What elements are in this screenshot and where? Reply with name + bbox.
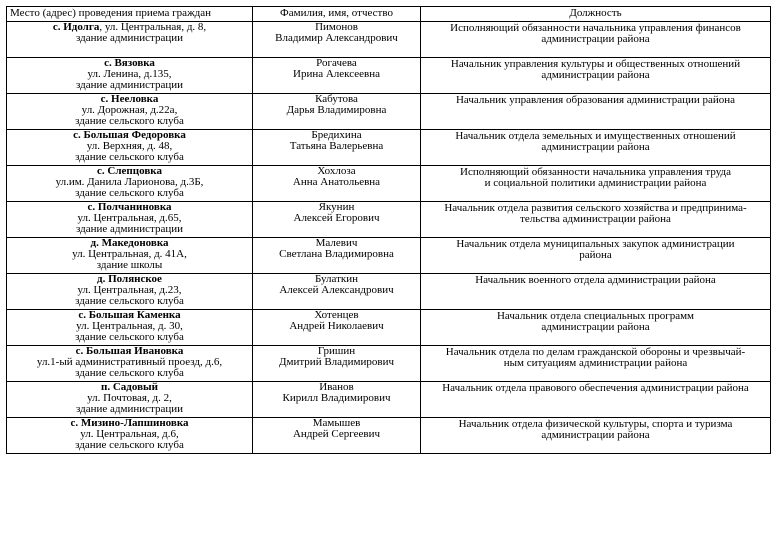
position-cell bbox=[421, 382, 771, 418]
position-cell bbox=[421, 310, 771, 346]
position-line-1: Начальник отдела физической культуры, спорта и туризма bbox=[458, 418, 733, 430]
place-cell bbox=[7, 346, 253, 382]
person-cell bbox=[253, 418, 421, 454]
building-text: здание сельского клуба bbox=[75, 439, 184, 452]
table-row bbox=[7, 22, 771, 58]
person-cell bbox=[253, 346, 421, 382]
reception-table bbox=[6, 6, 771, 454]
position-line-1: Начальник отдела муниципальных закупок администрации bbox=[456, 238, 735, 250]
address-text: ул. Центральная, д.65, bbox=[77, 212, 182, 225]
person-given-names: Владимир Александрович bbox=[275, 32, 398, 45]
village-name: п. Садовый bbox=[101, 381, 158, 393]
position-cell bbox=[421, 346, 771, 382]
position-line-1: Начальник отдела правового обеспечения администрации района bbox=[442, 382, 749, 394]
table-row bbox=[7, 94, 771, 130]
person-cell bbox=[253, 166, 421, 202]
person-surname: Якунин bbox=[318, 201, 355, 213]
building-text: здание администрации bbox=[76, 403, 183, 416]
address-text: ул. Верхняя, д. 48, bbox=[86, 140, 173, 153]
position-cell bbox=[421, 94, 771, 130]
position-cell bbox=[421, 238, 771, 274]
position-line-1: Начальник отдела развития сельского хозяйства и предпринима- bbox=[444, 202, 747, 214]
person-surname: Рогачева bbox=[316, 57, 357, 69]
position-line-2: и социальной политики администрации района bbox=[484, 177, 707, 190]
header-place: Место (адрес) проведения приема граждан bbox=[7, 7, 253, 22]
person-surname: Хотенцев bbox=[314, 309, 359, 321]
position-line-2: администрации района bbox=[541, 141, 650, 154]
building-text: здание сельского клуба bbox=[75, 295, 184, 308]
position-cell bbox=[421, 130, 771, 166]
place-cell bbox=[7, 166, 253, 202]
person-cell bbox=[253, 310, 421, 346]
table-header-row bbox=[7, 7, 771, 22]
position-line-1: Начальник управления культуры и общественных отношений bbox=[450, 58, 741, 70]
building-text: здание сельского клуба bbox=[75, 187, 184, 200]
building-text: здание сельского клуба bbox=[75, 331, 184, 344]
header-person: Фамилия, имя, отчество bbox=[253, 7, 421, 22]
position-cell bbox=[421, 418, 771, 454]
person-given-names: Дмитрий Владимирович bbox=[279, 356, 394, 369]
address-text: ул. Центральная, д.6, bbox=[80, 428, 179, 441]
person-given-names: Светлана Владимировна bbox=[279, 248, 394, 261]
person-given-names: Ирина Алексеевна bbox=[293, 68, 380, 81]
person-given-names: Андрей Сергеевич bbox=[292, 428, 381, 441]
person-surname: Иванов bbox=[319, 381, 354, 393]
person-given-names: Дарья Владимировна bbox=[286, 104, 387, 117]
address-text: ул. Ленина, д.135, bbox=[87, 68, 172, 81]
building-text: здание сельского клуба bbox=[75, 367, 184, 380]
position-line-1: Начальник военного отдела администрации района bbox=[475, 274, 716, 286]
position-line-1: Начальник отдела земельных и имущественных отношений bbox=[455, 130, 736, 142]
person-given-names: Кирилл Владимирович bbox=[282, 392, 391, 405]
position-line-1: Начальник отдела специальных программ bbox=[496, 310, 695, 322]
table-row bbox=[7, 130, 771, 166]
village-name: д. Полянское bbox=[97, 273, 162, 285]
person-surname: Булаткин bbox=[314, 273, 359, 285]
village-name: с. Большая Федоровка bbox=[73, 129, 186, 141]
building-text: здание сельского клуба bbox=[75, 115, 184, 128]
place-cell bbox=[7, 274, 253, 310]
position-line-2: администрации района bbox=[541, 69, 650, 82]
table-row bbox=[7, 202, 771, 238]
reception-schedule-document bbox=[6, 6, 770, 454]
person-given-names: Татьяна Валерьевна bbox=[289, 140, 384, 153]
village-name: с. Большая Каменка bbox=[78, 309, 181, 321]
person-given-names: Алексей Александрович bbox=[279, 284, 394, 297]
table-row bbox=[7, 58, 771, 94]
person-surname: Гришин bbox=[317, 345, 356, 357]
position-line-1: Исполняющий обязанности начальника управления финансов bbox=[450, 22, 741, 34]
place-cell bbox=[7, 22, 253, 58]
address-text: ул. Центральная, д. 41А, bbox=[72, 248, 187, 261]
place-cell bbox=[7, 382, 253, 418]
table-row bbox=[7, 418, 771, 454]
building-text: здание сельского клуба bbox=[75, 151, 184, 164]
position-line-1: Исполняющий обязанности начальника управления труда bbox=[460, 166, 731, 178]
building-text: здание администрации bbox=[76, 223, 183, 236]
address-text: ул. Центральная, д. 30, bbox=[76, 320, 183, 333]
position-line-2: района bbox=[579, 249, 612, 262]
position-line-2: тельства администрации района bbox=[520, 213, 671, 226]
person-surname: Мамышев bbox=[312, 417, 361, 429]
person-surname: Малевич bbox=[315, 237, 358, 249]
person-surname: Пимонов bbox=[315, 21, 358, 33]
address-text: ул. Почтовая, д. 2, bbox=[87, 392, 172, 405]
position-line-2: ным ситуациям администрации района bbox=[503, 357, 688, 370]
position-line-2: администрации района bbox=[541, 429, 650, 442]
position-cell bbox=[421, 166, 771, 202]
position-cell bbox=[421, 58, 771, 94]
person-cell bbox=[253, 238, 421, 274]
position-cell bbox=[421, 202, 771, 238]
building-text: здание администрации bbox=[76, 79, 183, 92]
person-cell bbox=[253, 58, 421, 94]
place-cell bbox=[7, 130, 253, 166]
table-row bbox=[7, 274, 771, 310]
position-line-1: Начальник управления образования администрации района bbox=[455, 94, 736, 106]
header-position: Должность bbox=[421, 7, 771, 22]
village-name: с. Идолга bbox=[52, 21, 100, 33]
address-text: ул.1-ый административный проезд, д.6, bbox=[36, 356, 223, 369]
village-name: с. Слепцовка bbox=[97, 165, 162, 177]
building-text: здание школы bbox=[96, 259, 163, 272]
address-text: , ул. Центральная, д. 8, bbox=[99, 21, 207, 33]
address-text: ул. Дорожная, д.22а, bbox=[81, 104, 178, 117]
village-name: с. Мизино-Лапшиновка bbox=[70, 417, 189, 429]
place-cell bbox=[7, 202, 253, 238]
person-cell bbox=[253, 202, 421, 238]
position-line-2: администрации района bbox=[541, 321, 650, 334]
place-cell bbox=[7, 310, 253, 346]
village-name: с. Полчаниновка bbox=[87, 201, 172, 213]
person-given-names: Алексей Егорович bbox=[293, 212, 380, 225]
table-row bbox=[7, 238, 771, 274]
address-text: ул.им. Данила Ларионова, д.3Б, bbox=[55, 176, 204, 189]
table-row bbox=[7, 346, 771, 382]
person-surname: Хохлоза bbox=[317, 165, 356, 177]
person-given-names: Анна Анатольевна bbox=[292, 176, 381, 189]
village-name: с. Нееловка bbox=[100, 93, 159, 105]
person-cell bbox=[253, 22, 421, 58]
place-cell bbox=[7, 94, 253, 130]
village-name: д. Македоновка bbox=[90, 237, 169, 249]
table-row bbox=[7, 310, 771, 346]
building-text: здание администрации bbox=[76, 32, 183, 45]
place-cell bbox=[7, 238, 253, 274]
person-cell bbox=[253, 382, 421, 418]
position-cell bbox=[421, 22, 771, 58]
table-row bbox=[7, 166, 771, 202]
person-surname: Бредихина bbox=[311, 129, 362, 141]
village-name: с. Вязовка bbox=[104, 57, 155, 69]
person-surname: Кабутова bbox=[315, 93, 358, 105]
position-line-1: Начальник отдела по делам гражданской обороны и чрезвычай- bbox=[445, 346, 746, 358]
place-cell bbox=[7, 418, 253, 454]
person-given-names: Андрей Николаевич bbox=[289, 320, 384, 333]
table-row bbox=[7, 382, 771, 418]
person-cell bbox=[253, 274, 421, 310]
address-text: ул. Центральная, д.23, bbox=[77, 284, 182, 297]
village-name: с. Большая Ивановка bbox=[75, 345, 184, 357]
place-cell bbox=[7, 58, 253, 94]
person-cell bbox=[253, 130, 421, 166]
position-line-2: администрации района bbox=[541, 33, 650, 46]
person-cell bbox=[253, 94, 421, 130]
position-cell bbox=[421, 274, 771, 310]
